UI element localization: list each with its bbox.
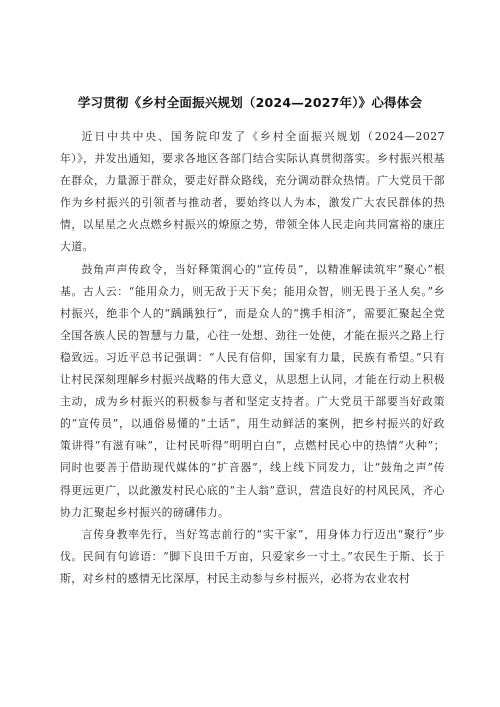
paragraph-3: 言传身教率先行，当好笃志前行的“实干家”，用身体力行迈出“聚行”步伐。民间有句谚语：“脚下良田千万亩，只爱家乡一寸土。”农民生于斯、长于斯，对乡村的感情无比深厚，村民主动参与乡村振兴，必将为农业农村 bbox=[60, 527, 445, 585]
paragraph-2: 鼓角声声传政令，当好释策润心的“宣传员”，以精准解读筑牢“聚心”根基。古人云：“能用众力，则无敌于天下矣；能用众智，则无畏于圣人矣。”乡村振兴，绝非个人的“踽踽独行”，而是众人的“携手相济”，需要汇聚起全党全国各族人民的智慧与力量，心往一处想、劲往一处使，才能在振兴之路上行稳致远。习近平总书记强调：“人民有信仰，国家有力量，民族有希望。”只有让村民深刻理解乡村振兴战略的伟大意义，从思想上认同，才能在行动上积极主动，成为乡村振兴的积极参与者和坚定支持者。广大党员干部要当好政策的“宣传员”，以通俗易懂的“土话”，用生动鲜活的案例，把乡村振兴的好政策讲得“有滋有味”，让村民听得“明明白白”，点燃村民心中的热情“火种”；同时也要善于借助现代媒体的“扩音器”，线上线下同发力，让“鼓角之声”传得更远更广，以此激发村民心底的“主人翁”意识，营造良好的村风民风，齐心协力汇聚起乡村振兴的磅礴伟力。 bbox=[60, 262, 445, 519]
document-body bbox=[60, 126, 445, 590]
document-title: 学习贯彻《乡村全面振兴规划（2024—2027年）》心得体会 bbox=[77, 95, 423, 110]
paragraph-1: 近日中共中央、国务院印发了《乡村全面振兴规划（2024—2027年）》，并发出通知，要求各地区各部门结合实际认真贯彻落实。乡村振兴根基在群众，力量源于群众，要走好群众路线，充分调动群众热情。广大党员干部作为乡村振兴的引领者与推动者，要始终以人为本，激发广大农民群体的热情，以星星之火点燃乡村振兴的燎原之势，带领全体人民走向共同富裕的康庄大道。 bbox=[60, 130, 445, 254]
